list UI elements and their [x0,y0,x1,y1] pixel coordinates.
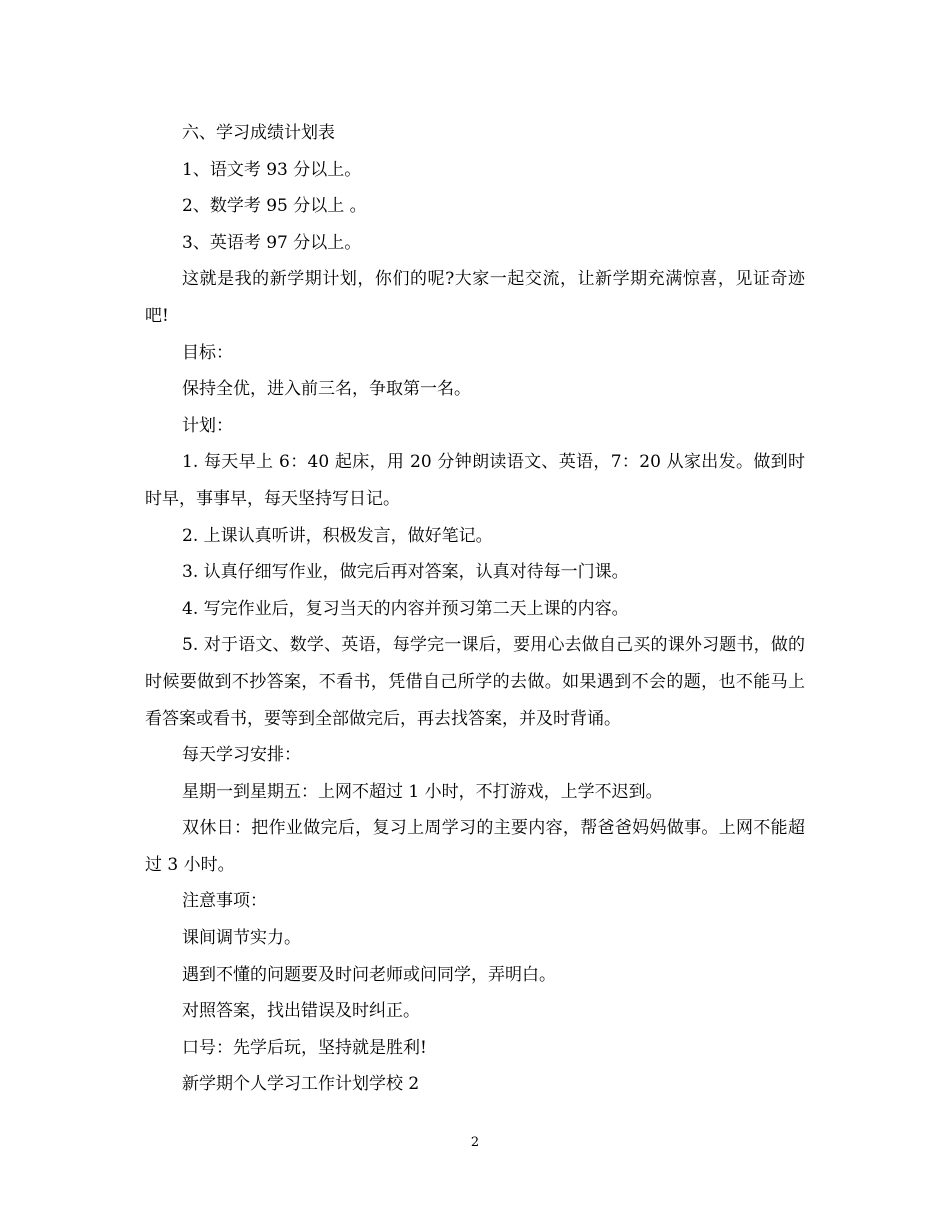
plan-item-5: 5. 对于语文、数学、英语，每学完一课后，要用心去做自己买的课外习题书，做的时候要做到不抄答案，不看书，凭借自己所学的去做。如果遇到不会的题，也不能马上看答案或看书，要等到全部做完后，再去找答案，并及时背诵。 [145,635,805,729]
note-item-1: 课间调节实力。 [182,928,301,949]
next-section-title: 新学期个人学习工作计划学校 2 [182,1074,420,1095]
note-item-3: 对照答案，找出错误及时纠正。 [182,1001,420,1022]
schedule-weekdays: 星期一到星期五：上网不超过 1 小时，不打游戏，上学不迟到。 [182,781,663,802]
plan-item-2: 2. 上课认真听讲，积极发言，做好笔记。 [182,525,493,546]
plan-item-4: 4. 写完作业后，复习当天的内容并预习第二天上课的内容。 [182,598,629,619]
goal-label: 目标： [182,342,233,363]
note-item-2: 遇到不懂的问题要及时问老师或问同学，弄明白。 [182,964,556,985]
goal-item-english: 3、英语考 97 分以上。 [182,232,362,253]
goal-item-math: 2、数学考 95 分以上 。 [182,196,367,217]
schedule-weekend: 双休日：把作业做完后，复习上周学习的主要内容，帮爸爸妈妈做事。上网不能超过 3 小时。 [145,818,805,875]
document-body [145,115,805,1103]
notes-label: 注意事项： [182,891,267,912]
goal-item-chinese: 1、语文考 93 分以上。 [182,159,362,180]
schedule-label: 每天学习安排： [182,745,301,766]
summary-paragraph: 这就是我的新学期计划，你们的呢?大家一起交流，让新学期充满惊喜，见证奇迹吧! [145,269,805,326]
plan-label: 计划： [182,415,233,436]
plan-item-3: 3. 认真仔细写作业，做完后再对答案，认真对待每一门课。 [182,562,629,583]
slogan: 口号：先学后玩，坚持就是胜利! [182,1037,427,1058]
goal-text: 保持全优，进入前三名，争取第一名。 [182,379,471,400]
section-heading: 六、学习成绩计划表 [182,123,335,143]
plan-item-1: 1. 每天早上 6：40 起床，用 20 分钟朗读语文、英语，7：20 从家出发。做到时时早，事事早，每天坚持写日记。 [145,452,805,509]
page-number: 2 [470,1135,480,1150]
